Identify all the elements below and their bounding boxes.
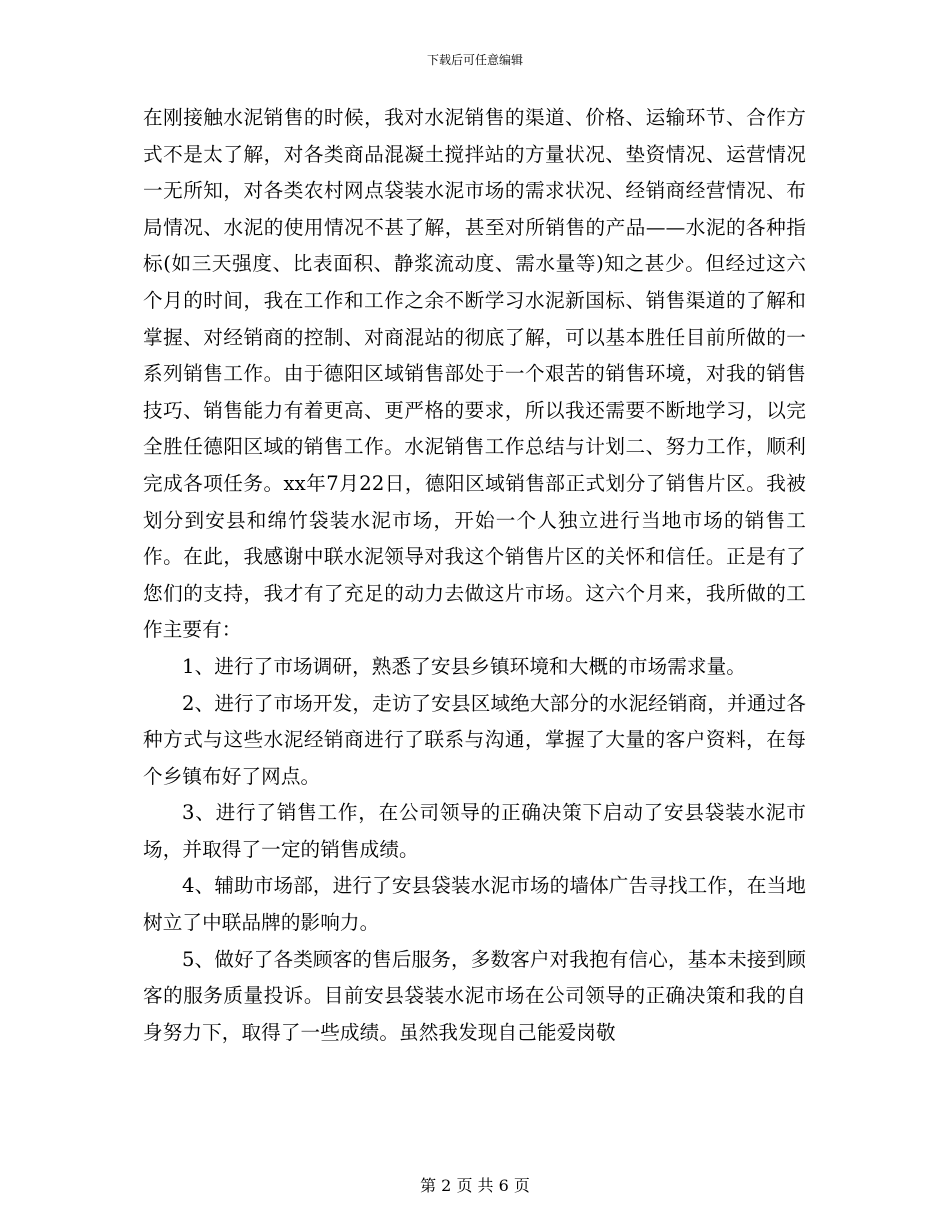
page-footer: 第 2 页 共 6 页 [420, 1176, 530, 1195]
body-paragraph: 在刚接触水泥销售的时候，我对水泥销售的渠道、价格、运输环节、合作方式不是太了解，对各类商品混凝土搅拌站的方量状况、垫资情况、运营情况一无所知，对各类农村网点袋装水泥市场的需求状况、经销商经营情况、布局情况、水泥的使用情况不甚了解，甚至对所销售的产品——水泥的各种指标(如三天强度、比表面积、静浆流动度、需水量等)知之甚少。但经过这六个月的时间，我在工作和工作之余不断学习水泥新国标、销售渠道的了解和掌握、对经销商的控制、对商混站的彻底了解，可以基本胜任目前所做的一系列销售工作。由于德阳区域销售部处于一个艰苦的销售环境，对我的销售技巧、销售能力有着更高、更严格的要求，所以我还需要不断地学习，以完全胜任德阳区域的销售工作。水泥销售工作总结与计划二、努力工作，顺利完成各项任务。xx年7月22日，德阳区域销售部正式划分了销售片区。我被划分到安县和绵竹袋装水泥市场，开始一个人独立进行当地市场的销售工作。在此，我感谢中联水泥领导对我这个销售片区的关怀和信任。正是有了您们的支持，我才有了充足的动力去做这片市场。这六个月来，我所做的工作主要有： [143, 106, 806, 642]
body-paragraph: 2、进行了市场开发，走访了安县区域绝大部分的水泥经销商，并通过各种方式与这些水泥经销商进行了联系与沟通，掌握了大量的客户资料，在每个乡镇布好了网点。 [143, 691, 806, 788]
body-paragraph: 3、进行了销售工作，在公司领导的正确决策下启动了安县袋装水泥市场，并取得了一定的销售成绩。 [143, 801, 806, 861]
body-paragraph: 5、做好了各类顾客的售后服务，多数客户对我抱有信心，基本未接到顾客的服务质量投诉。目前安县袋装水泥市场在公司领导的正确决策和我的自身努力下，取得了一些成绩。虽然我发现自己能爱岗敬 [143, 947, 806, 1044]
page-header: 下载后可任意编辑 [426, 53, 523, 67]
body-paragraph: 1、进行了市场调研，熟悉了安县乡镇环境和大概的市场需求量。 [182, 654, 746, 678]
body-paragraph: 4、辅助市场部，进行了安县袋装水泥市场的墙体广告寻找工作，在当地树立了中联品牌的影响力。 [143, 874, 806, 935]
document-body [143, 100, 806, 1051]
